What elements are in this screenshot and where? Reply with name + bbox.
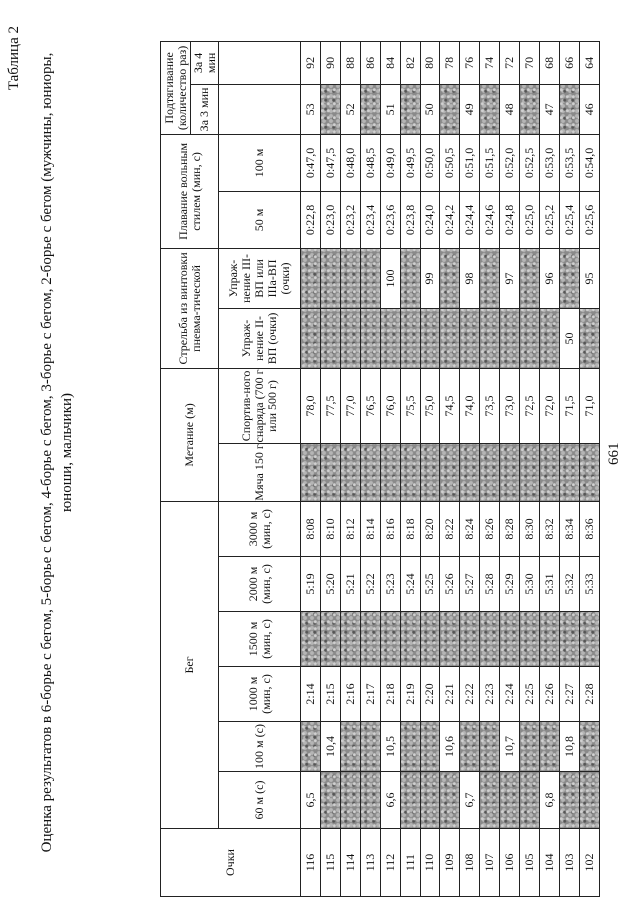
table-cell: 5:29: [500, 557, 520, 612]
table-cell: 5:19: [301, 557, 321, 612]
table-row: [480, 41, 500, 896]
table-row: [380, 41, 400, 896]
table-cell: 109: [440, 829, 460, 897]
table-cell: [579, 772, 599, 829]
table-cell: 78: [440, 41, 460, 84]
table-cell: 8:14: [360, 501, 380, 556]
table-cell: 2:24: [500, 667, 520, 722]
table-cell: [320, 772, 340, 829]
header-sport: Спортив-ного снаряда (700 г или 500 г): [219, 368, 301, 443]
table-cell: 5:31: [540, 557, 560, 612]
table-cell: 0:52,5: [520, 134, 540, 191]
table-cell: 6,6: [380, 772, 400, 829]
table-row: [400, 41, 420, 896]
table-cell: 0:23,4: [360, 191, 380, 248]
table-cell: 76,5: [360, 368, 380, 443]
table-cell: [340, 722, 360, 772]
table-cell: [301, 443, 321, 501]
table-cell: 86: [360, 41, 380, 84]
table-cell: [360, 308, 380, 368]
table-cell: 5:25: [420, 557, 440, 612]
table-cell: [500, 612, 520, 667]
table-cell: [320, 248, 340, 308]
table-cell: 76,0: [380, 368, 400, 443]
table-cell: [520, 772, 540, 829]
table-cell: 98: [460, 248, 480, 308]
table-cell: 52: [340, 84, 360, 134]
table-cell: [559, 772, 579, 829]
table-cell: [420, 772, 440, 829]
table-cell: [520, 612, 540, 667]
table-cell: [301, 308, 321, 368]
table-cell: [340, 443, 360, 501]
table-cell: 2:19: [400, 667, 420, 722]
table-row: [320, 41, 340, 896]
table-cell: [301, 722, 321, 772]
table-cell: 5:26: [440, 557, 460, 612]
table-cell: 2:14: [301, 667, 321, 722]
table-cell: 71,5: [559, 368, 579, 443]
table-cell: 0:23,8: [400, 191, 420, 248]
table-cell: [579, 722, 599, 772]
header-swim: Плавание вольным стилем (мин, с): [161, 134, 219, 248]
table-cell: 5:30: [520, 557, 540, 612]
table-cell: 0:48,0: [340, 134, 360, 191]
header-throw: Метание (м): [161, 368, 219, 501]
table-cell: 2:27: [559, 667, 579, 722]
table-cell: 8:12: [340, 501, 360, 556]
table-cell: 88: [340, 41, 360, 84]
table-cell: [500, 308, 520, 368]
table-cell: 0:25,2: [540, 191, 560, 248]
table-cell: 74,5: [440, 368, 460, 443]
table-row: [540, 41, 560, 896]
table-cell: [400, 443, 420, 501]
table-cell: [380, 443, 400, 501]
table-cell: 0:23,6: [380, 191, 400, 248]
table-label: Таблица 2: [6, 26, 22, 91]
table-cell: 46: [579, 84, 599, 134]
table-cell: [400, 248, 420, 308]
table-cell: 104: [540, 829, 560, 897]
table-cell: 92: [301, 41, 321, 84]
table-cell: [579, 308, 599, 368]
table-cell: 95: [579, 248, 599, 308]
table-title-line2: юноши, мальчики): [59, 392, 75, 513]
table-cell: 5:24: [400, 557, 420, 612]
table-cell: 0:50,0: [420, 134, 440, 191]
table-cell: [480, 612, 500, 667]
table-cell: 6,5: [301, 772, 321, 829]
table-cell: [559, 612, 579, 667]
table-row: [559, 41, 579, 896]
table-cell: [320, 612, 340, 667]
header-pullup: Подтягивание (количество раз): [161, 41, 191, 134]
table-cell: 0:24,6: [480, 191, 500, 248]
table-cell: 84: [380, 41, 400, 84]
table-row: [340, 41, 360, 896]
table-cell: 0:23,2: [340, 191, 360, 248]
table-cell: [480, 248, 500, 308]
table-cell: 77,5: [320, 368, 340, 443]
table-cell: 2:18: [380, 667, 400, 722]
table-cell: 77,0: [340, 368, 360, 443]
table-cell: 0:24,0: [420, 191, 440, 248]
table-cell: 2:20: [420, 667, 440, 722]
table-cell: 8:28: [500, 501, 520, 556]
table-cell: 5:22: [360, 557, 380, 612]
table-cell: 0:53,0: [540, 134, 560, 191]
table-cell: 0:25,4: [559, 191, 579, 248]
table-cell: 0:48,5: [360, 134, 380, 191]
header-1500m: 1500 м (мин, с): [219, 612, 301, 667]
header-4min-sub: [219, 41, 301, 84]
page-number: 661: [606, 442, 622, 465]
table-cell: 108: [460, 829, 480, 897]
table-cell: 50: [420, 84, 440, 134]
header-3min-sub: [219, 84, 301, 134]
table-cell: 8:08: [301, 501, 321, 556]
table-cell: 72,0: [540, 368, 560, 443]
table-cell: 82: [400, 41, 420, 84]
table-row: [460, 41, 480, 896]
table-cell: [400, 84, 420, 134]
table-cell: [340, 308, 360, 368]
table-cell: 0:24,2: [440, 191, 460, 248]
table-cell: [360, 772, 380, 829]
table-cell: [360, 84, 380, 134]
table-cell: [460, 443, 480, 501]
table-cell: 0:53,5: [559, 134, 579, 191]
table-cell: [460, 612, 480, 667]
table-cell: 49: [460, 84, 480, 134]
table-cell: [360, 248, 380, 308]
table-cell: 113: [360, 829, 380, 897]
table-cell: 90: [320, 41, 340, 84]
table-row: [500, 41, 520, 896]
header-100m: 100 м (с): [219, 722, 301, 772]
table-cell: 0:22,8: [301, 191, 321, 248]
table-cell: 100: [380, 248, 400, 308]
table-cell: [579, 443, 599, 501]
table-cell: 10,7: [500, 722, 520, 772]
table-cell: 10,5: [380, 722, 400, 772]
table-cell: [579, 612, 599, 667]
table-cell: [520, 722, 540, 772]
table-row: [301, 41, 321, 896]
table-cell: 112: [380, 829, 400, 897]
table-row: [360, 41, 380, 896]
table-cell: 0:51,0: [460, 134, 480, 191]
table-cell: 2:22: [460, 667, 480, 722]
table-cell: 75,5: [400, 368, 420, 443]
header-swim100: 100 м: [219, 134, 301, 191]
table-cell: 66: [559, 41, 579, 84]
table-cell: 5:33: [579, 557, 599, 612]
table-cell: [480, 308, 500, 368]
table-row: [579, 41, 599, 896]
table-cell: [460, 308, 480, 368]
table-cell: [360, 722, 380, 772]
table-cell: [540, 612, 560, 667]
table-cell: [400, 308, 420, 368]
table-cell: 8:24: [460, 501, 480, 556]
table-cell: [380, 308, 400, 368]
table-cell: 5:21: [340, 557, 360, 612]
table-cell: 74: [480, 41, 500, 84]
table-cell: 8:26: [480, 501, 500, 556]
table-cell: [520, 308, 540, 368]
table-cell: [480, 722, 500, 772]
table-cell: 106: [500, 829, 520, 897]
table-cell: 5:32: [559, 557, 579, 612]
table-cell: 5:20: [320, 557, 340, 612]
table-cell: 68: [540, 41, 560, 84]
table-cell: 0:47,0: [301, 134, 321, 191]
table-cell: 50: [559, 308, 579, 368]
table-cell: 71,0: [579, 368, 599, 443]
table-cell: 2:23: [480, 667, 500, 722]
table-cell: 8:16: [380, 501, 400, 556]
table-cell: [360, 612, 380, 667]
table-cell: [520, 443, 540, 501]
table-cell: 116: [301, 829, 321, 897]
table-cell: 110: [420, 829, 440, 897]
table-cell: 51: [380, 84, 400, 134]
table-cell: 6,8: [540, 772, 560, 829]
table-cell: 96: [540, 248, 560, 308]
table-cell: 5:23: [380, 557, 400, 612]
table-cell: [540, 443, 560, 501]
table-cell: 103: [559, 829, 579, 897]
table-cell: 107: [480, 829, 500, 897]
table-cell: 72,5: [520, 368, 540, 443]
table-cell: 47: [540, 84, 560, 134]
table-cell: [301, 248, 321, 308]
table-row: [420, 41, 440, 896]
table-cell: 2:25: [520, 667, 540, 722]
table-cell: [520, 84, 540, 134]
table-cell: 2:15: [320, 667, 340, 722]
table-cell: [320, 443, 340, 501]
header-swim50: 50 м: [219, 191, 301, 248]
table-cell: 72: [500, 41, 520, 84]
table-cell: [540, 308, 560, 368]
header-ball: Мяча 150 г: [219, 443, 301, 501]
table-cell: [380, 612, 400, 667]
header-ex1: Упраж-нение II-ВП (очки): [219, 308, 301, 368]
table-cell: 8:10: [320, 501, 340, 556]
table-cell: [440, 84, 460, 134]
table-cell: [340, 612, 360, 667]
table-cell: 70: [520, 41, 540, 84]
table-cell: 0:25,0: [520, 191, 540, 248]
table-cell: 8:32: [540, 501, 560, 556]
table-cell: 2:17: [360, 667, 380, 722]
header-ex2: Упраж-нение III-ВП или IIIa-ВП (очки): [219, 248, 301, 308]
table-cell: [520, 248, 540, 308]
table-cell: 0:25,6: [579, 191, 599, 248]
table-cell: 8:34: [559, 501, 579, 556]
table-cell: 2:16: [340, 667, 360, 722]
table-row: [440, 41, 460, 896]
table-cell: [340, 772, 360, 829]
table-cell: 8:36: [579, 501, 599, 556]
table-cell: 0:24,8: [500, 191, 520, 248]
table-cell: [480, 443, 500, 501]
header-shoot: Стрельба из винтовки пневма-тической: [161, 248, 219, 368]
table-cell: 76: [460, 41, 480, 84]
table-cell: [440, 772, 460, 829]
table-cell: 2:21: [440, 667, 460, 722]
table-cell: [480, 84, 500, 134]
table-cell: 10,6: [440, 722, 460, 772]
table-cell: 0:23,0: [320, 191, 340, 248]
table-cell: 10,8: [559, 722, 579, 772]
table-cell: 53: [301, 84, 321, 134]
table-cell: 8:22: [440, 501, 460, 556]
table-cell: [500, 772, 520, 829]
table-cell: 74,0: [460, 368, 480, 443]
table-cell: 8:20: [420, 501, 440, 556]
table-cell: [420, 612, 440, 667]
header-60m: 60 м (с): [219, 772, 301, 829]
scoring-table: [160, 41, 600, 897]
table-cell: [420, 443, 440, 501]
table-cell: 73,0: [500, 368, 520, 443]
header-3000m: 3000 м (мин, с): [219, 501, 301, 556]
table-cell: 99: [420, 248, 440, 308]
header-run: Бег: [161, 501, 219, 828]
table-cell: 0:51,5: [480, 134, 500, 191]
table-cell: [320, 84, 340, 134]
table-cell: 0:47,5: [320, 134, 340, 191]
table-cell: [400, 612, 420, 667]
table-cell: [301, 612, 321, 667]
table-cell: 6,7: [460, 772, 480, 829]
table-cell: [540, 722, 560, 772]
table-cell: 2:28: [579, 667, 599, 722]
table-cell: 78,0: [301, 368, 321, 443]
table-cell: 102: [579, 829, 599, 897]
table-cell: 10,4: [320, 722, 340, 772]
table-cell: [460, 722, 480, 772]
table-cell: 5:28: [480, 557, 500, 612]
table-row: [520, 41, 540, 896]
table-cell: 0:52,0: [500, 134, 520, 191]
table-cell: 0:49,0: [380, 134, 400, 191]
table-cell: [400, 722, 420, 772]
table-cell: [559, 84, 579, 134]
table-cell: [420, 722, 440, 772]
table-cell: [559, 248, 579, 308]
header-4min: За 4 мин: [191, 41, 219, 84]
table-cell: 5:27: [460, 557, 480, 612]
table-cell: [360, 443, 380, 501]
table-cell: [440, 308, 460, 368]
table-cell: 0:54,0: [579, 134, 599, 191]
table-cell: [440, 443, 460, 501]
table-cell: [420, 308, 440, 368]
table-cell: 0:50,5: [440, 134, 460, 191]
table-cell: [340, 248, 360, 308]
table-cell: 115: [320, 829, 340, 897]
table-cell: 0:24,4: [460, 191, 480, 248]
table-cell: [400, 772, 420, 829]
table-cell: 105: [520, 829, 540, 897]
header-points: Очки: [161, 829, 301, 897]
table-cell: [559, 443, 579, 501]
table-cell: [440, 248, 460, 308]
table-cell: 80: [420, 41, 440, 84]
header-2000m: 2000 м (мин, с): [219, 557, 301, 612]
header-1000m: 1000 м (мин, с): [219, 667, 301, 722]
table-cell: 111: [400, 829, 420, 897]
table-cell: [480, 772, 500, 829]
table-cell: 48: [500, 84, 520, 134]
table-cell: 97: [500, 248, 520, 308]
table-cell: 2:26: [540, 667, 560, 722]
table-cell: [320, 308, 340, 368]
header-3min: За 3 мин: [191, 84, 219, 134]
table-cell: 114: [340, 829, 360, 897]
table-cell: 0:49,5: [400, 134, 420, 191]
table-cell: 64: [579, 41, 599, 84]
table-cell: 8:18: [400, 501, 420, 556]
table-title-line1: Оценка результатов в 6-борье с бегом, 5-борье с бегом, 4-борье с бегом, 3-борье с бегом, 2-борье с бегом (мужчины, юниоры,: [39, 52, 55, 853]
table-cell: 8:30: [520, 501, 540, 556]
table-cell: 73,5: [480, 368, 500, 443]
table-cell: [440, 612, 460, 667]
table-cell: 75,0: [420, 368, 440, 443]
table-cell: [500, 443, 520, 501]
